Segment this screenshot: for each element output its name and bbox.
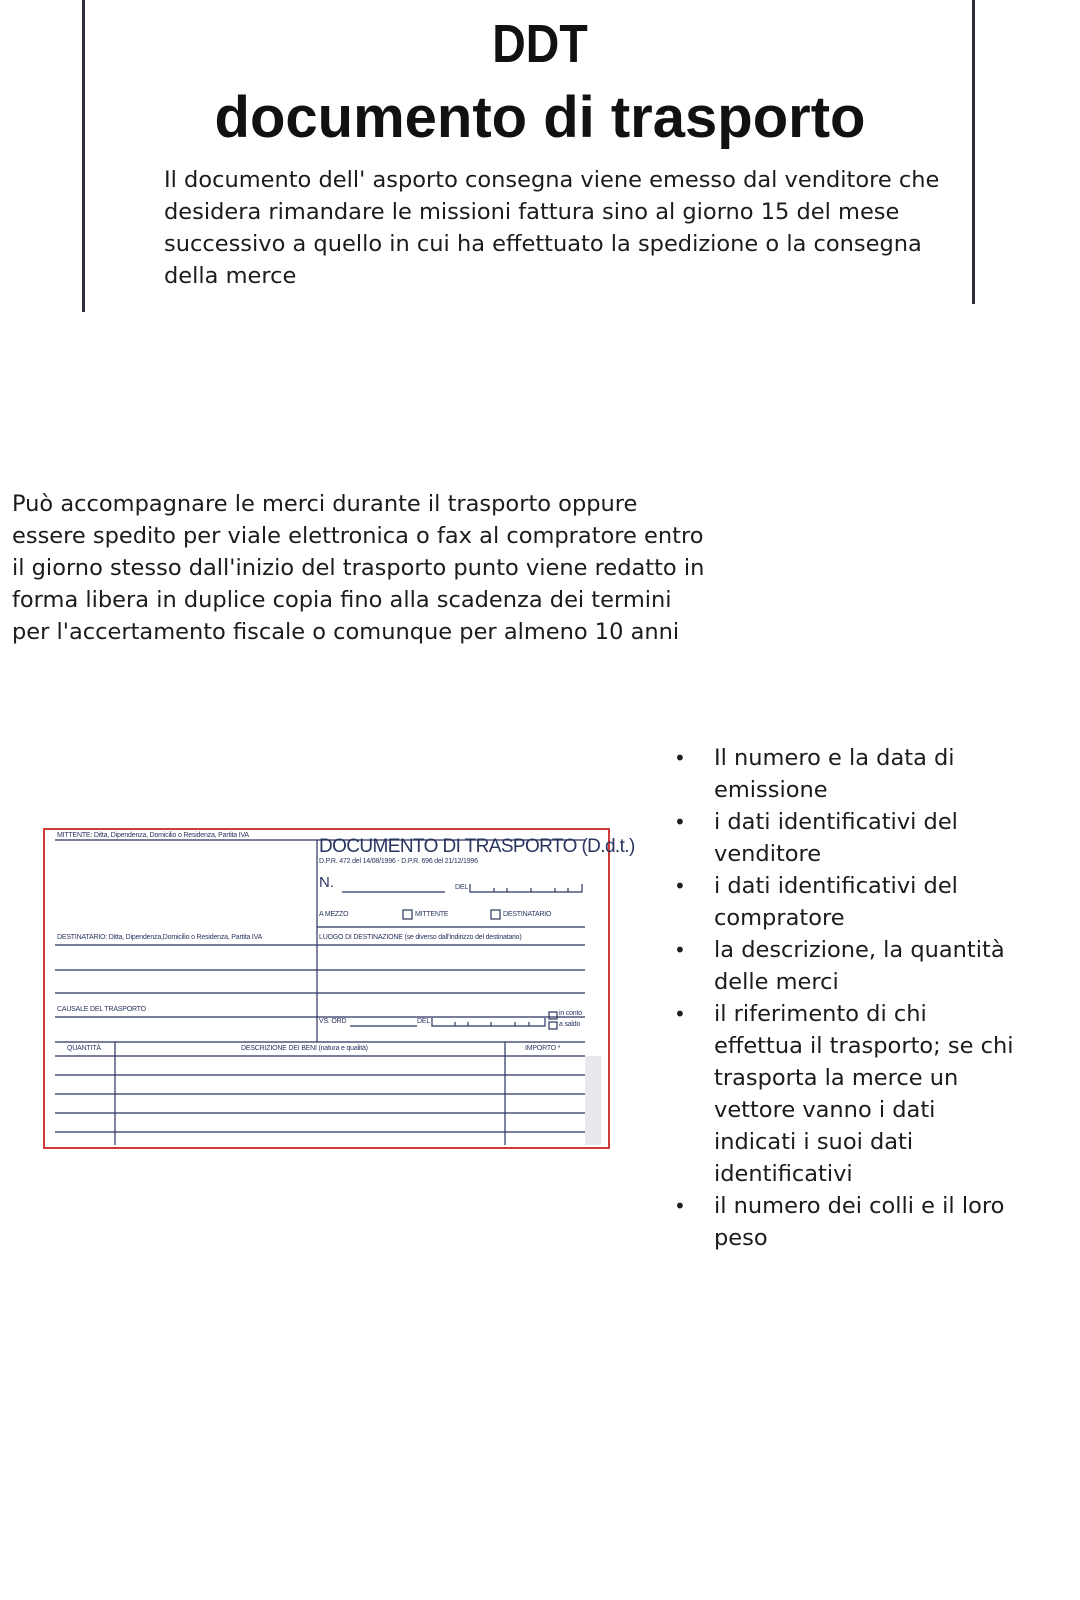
importo-shade xyxy=(585,1056,601,1145)
page-title: DDT xyxy=(492,14,588,74)
mittente-check-label: MITTENTE xyxy=(415,911,449,918)
bullet-icon: • xyxy=(674,874,686,898)
del-label: DEL xyxy=(455,884,469,891)
saldo-label: a saldo xyxy=(559,1021,581,1028)
list-item: • i dati identificativi del compratore xyxy=(674,870,1014,934)
form-decree: D.P.R. 472 del 14/08/1996 - D.P.R. 696 del 21/12/1996 xyxy=(319,858,478,865)
bullet-icon: • xyxy=(674,746,686,770)
bullet-icon: • xyxy=(674,938,686,962)
del-label-2: DEL xyxy=(417,1018,431,1025)
importo-label: IMPORTO * xyxy=(525,1045,561,1052)
page-subtitle: documento di trasporto xyxy=(214,85,866,150)
mittente-label: MITTENTE: Ditta, Dipendenza, Domicilio o Residenza, Partita IVA xyxy=(57,832,249,839)
intro-paragraph: Il documento dell' asporto consegna viene emesso dal venditore che desidera rimandare le missioni fattura sino al giorno 15 del mese successivo a quello in cui ha effettuato la spedizione o la consegna della merce xyxy=(164,167,940,289)
quantita-label: QUANTITÀ xyxy=(67,1045,101,1052)
bullet-icon: • xyxy=(674,1194,686,1218)
luogo-label: LUOGO DI DESTINAZIONE (se diverso dall'indirizzo del destinatario) xyxy=(319,934,522,941)
body-paragraph: Può accompagnare le merci durante il trasporto oppure essere spedito per viale elettronica o fax al compratore entro il giorno stesso dall'inizio del trasporto punto viene redatto in forma libera in duplice copia fino alla scadenza dei termini per l'accertamento fiscale o comunque per almeno 10 anni xyxy=(12,491,705,645)
list-item: • il numero dei colli e il loro peso xyxy=(674,1190,1014,1254)
destinatario-check-label: DESTINATARIO xyxy=(503,911,552,918)
bullet-icon: • xyxy=(674,810,686,834)
list-item: • la descrizione, la quantità delle merci xyxy=(674,934,1014,998)
n-label: N. xyxy=(319,874,334,891)
list-item: • il riferimento di chi effettua il trasporto; se chi trasporta la merce un vettore vanno i dati indicati i suoi dati identificativi xyxy=(674,998,1014,1190)
bullet-icon: • xyxy=(674,1002,686,1026)
form-title: DOCUMENTO DI TRASPORTO (D.d.t.) xyxy=(319,836,635,857)
bullet-list xyxy=(674,742,1014,1254)
a-mezzo-label: A MEZZO xyxy=(319,911,349,918)
list-item: • Il numero e la data di emissione xyxy=(674,742,1014,806)
destinatario-label: DESTINATARIO: Ditta, Dipendenza,Domicilio o Residenza, Partita IVA xyxy=(57,934,263,941)
descrizione-label: DESCRIZIONE DEI BENI (natura e qualità) xyxy=(241,1045,368,1052)
list-item: • i dati identificativi del venditore xyxy=(674,806,1014,870)
ddt-form-image xyxy=(43,828,635,1149)
causale-label: CAUSALE DEL TRASPORTO xyxy=(57,1006,146,1013)
conto-label: in conto xyxy=(559,1010,582,1017)
vs-ord-label: VS. ORD xyxy=(319,1018,347,1025)
